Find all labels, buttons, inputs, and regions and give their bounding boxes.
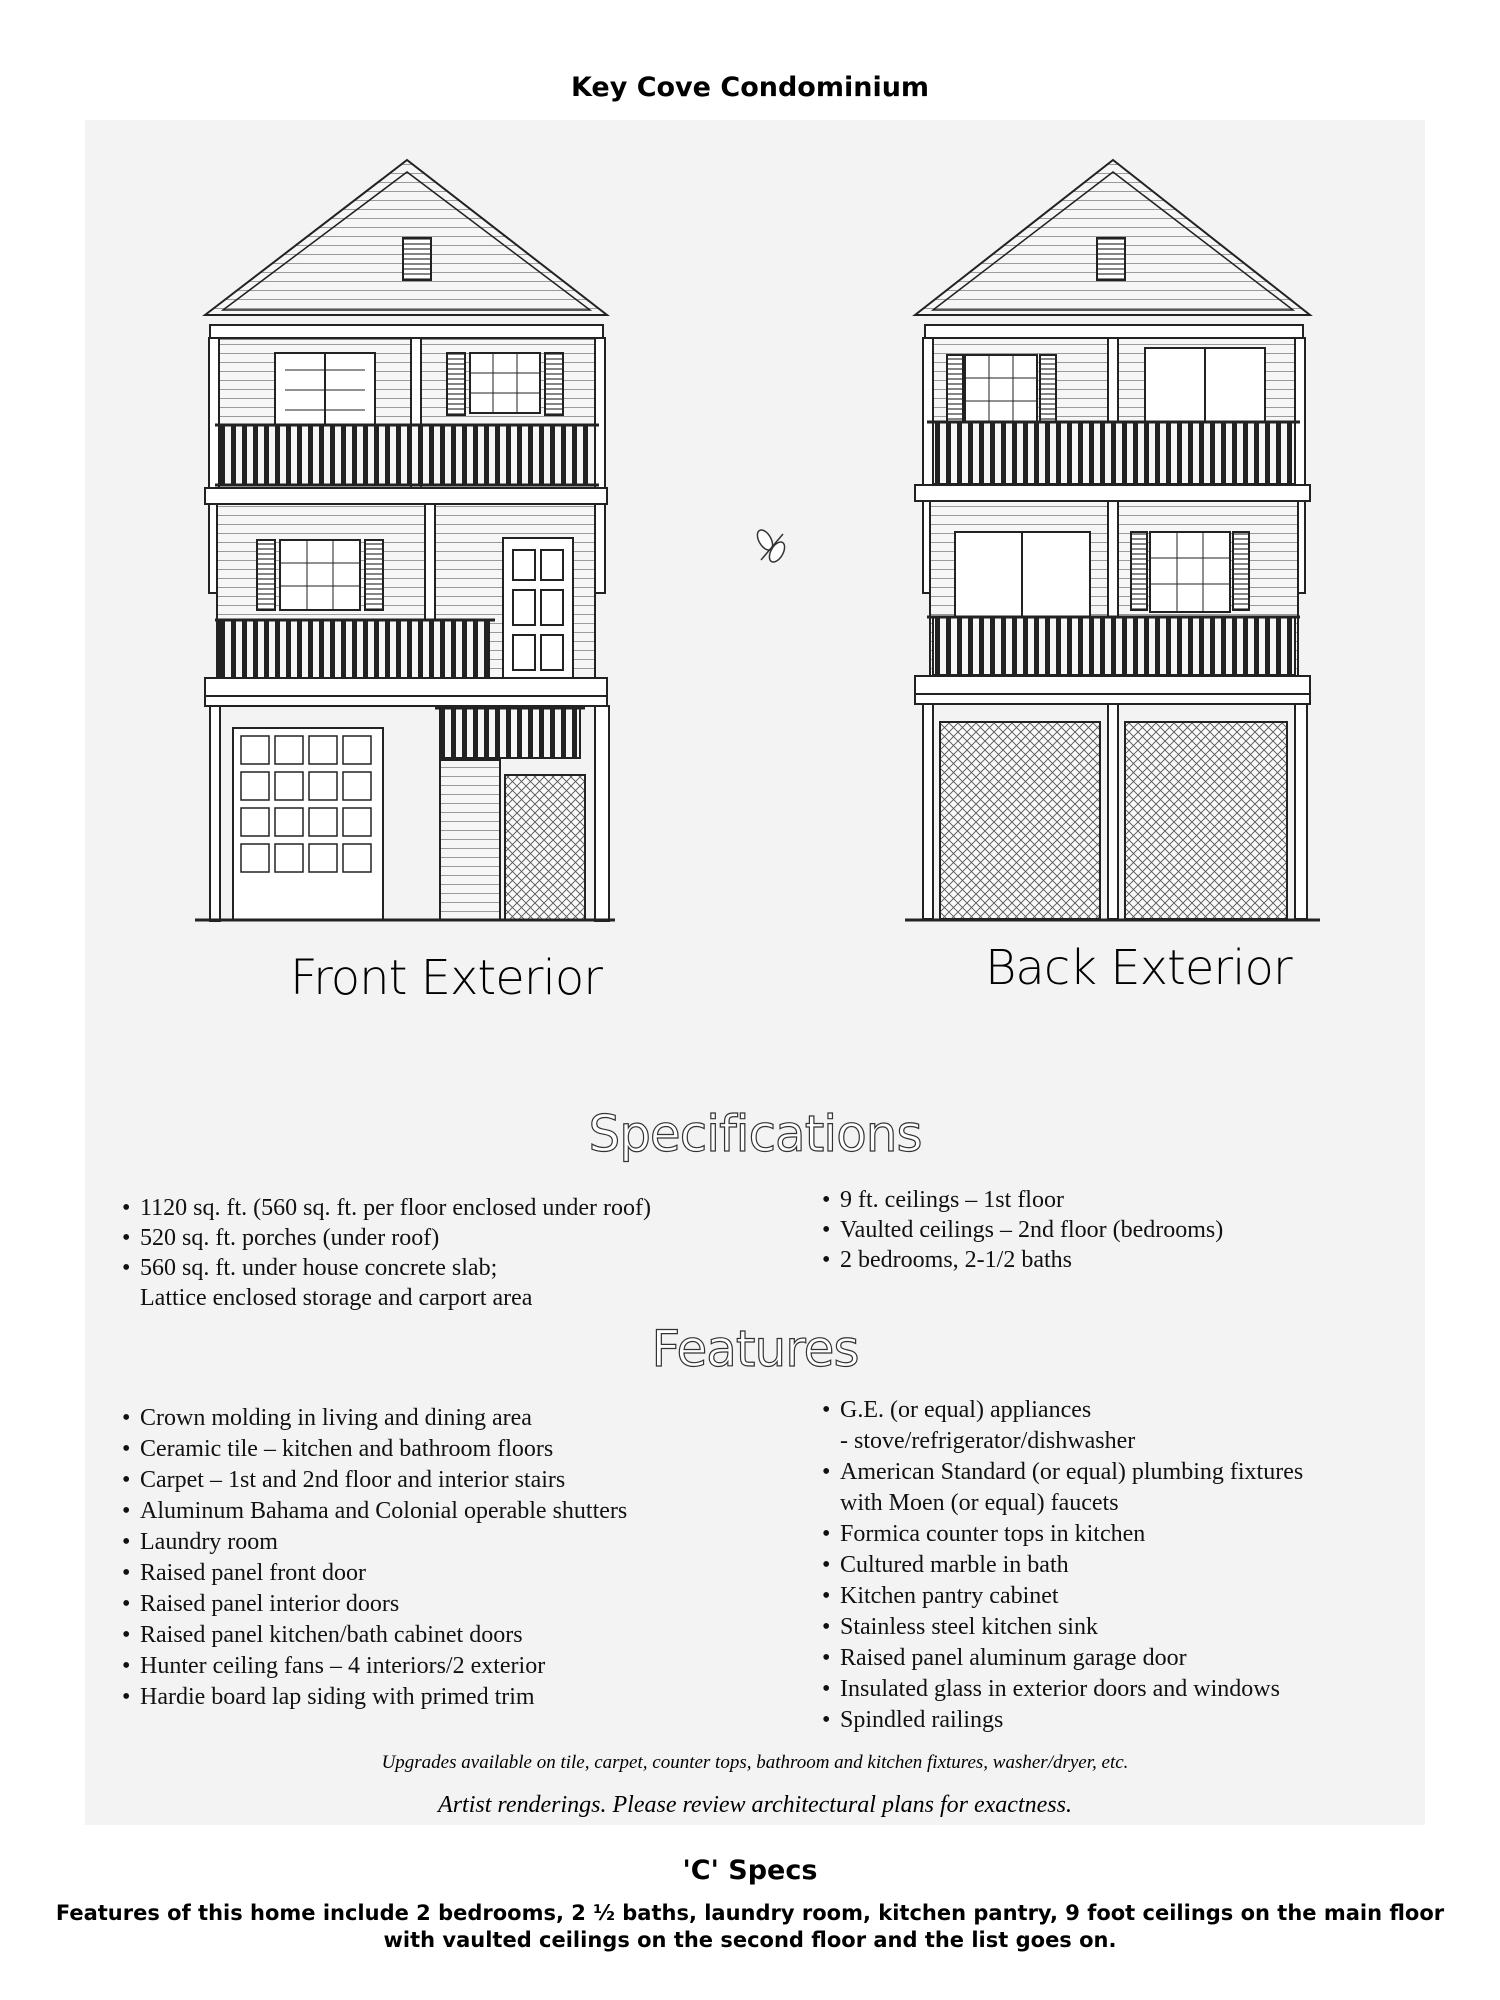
- features-heading: Features: [651, 1320, 859, 1378]
- list-item: • Kitchen pantry cabinet: [820, 1581, 1400, 1612]
- front-exterior-label: Front Exterior: [290, 950, 602, 1006]
- list-item: • Raised panel front door: [120, 1558, 760, 1589]
- specifications-heading: Specifications: [588, 1105, 922, 1163]
- list-item: • Raised panel kitchen/bath cabinet doors: [120, 1620, 760, 1651]
- list-item: • 520 sq. ft. porches (under roof): [120, 1223, 820, 1253]
- list-item: • Aluminum Bahama and Colonial operable shutters: [120, 1496, 760, 1527]
- list-item: • Vaulted ceilings – 2nd floor (bedrooms): [820, 1215, 1380, 1245]
- list-item: with Moen (or equal) faucets: [840, 1490, 1119, 1516]
- list-item: • Hardie board lap siding with primed trim: [120, 1682, 760, 1713]
- features-list-left: [120, 1403, 760, 1713]
- specs-subtitle: 'C' Specs: [682, 1855, 818, 1886]
- list-item: • Insulated glass in exterior doors and windows: [820, 1674, 1400, 1705]
- specifications-list-right: [820, 1185, 1380, 1275]
- features-list-right: [820, 1395, 1400, 1736]
- front-exterior-drawing: [195, 160, 615, 921]
- specifications-list-left: [120, 1193, 820, 1313]
- list-item: Lattice enclosed storage and carport area: [140, 1285, 533, 1311]
- upgrades-note: Upgrades available on tile, carpet, counter tops, bathroom and kitchen fixtures, washer/dryer, etc.: [381, 1752, 1129, 1773]
- list-item: • 1120 sq. ft. (560 sq. ft. per floor enclosed under roof): [120, 1193, 820, 1223]
- page-title: Key Cove Condominium: [570, 72, 930, 103]
- list-item: • Spindled railings: [820, 1705, 1400, 1736]
- renderings-note: Artist renderings. Please review architectural plans for exactness.: [438, 1792, 1072, 1818]
- list-item: • Raised panel aluminum garage door: [820, 1643, 1400, 1674]
- list-item: • Raised panel interior doors: [120, 1589, 760, 1620]
- brochure-scan: [85, 120, 1425, 1825]
- list-item: • American Standard (or equal) plumbing fixtures: [820, 1457, 1400, 1488]
- leaf-ornament: [754, 527, 787, 564]
- list-item: - stove/refrigerator/dishwasher: [840, 1428, 1136, 1454]
- list-item: • Hunter ceiling fans – 4 interiors/2 exterior: [120, 1651, 760, 1682]
- list-item: • Formica counter tops in kitchen: [820, 1519, 1400, 1550]
- list-item: • Stainless steel kitchen sink: [820, 1612, 1400, 1643]
- list-item: • 2 bedrooms, 2-1/2 baths: [820, 1245, 1380, 1275]
- list-item: • G.E. (or equal) appliances: [820, 1395, 1400, 1426]
- list-item: • Carpet – 1st and 2nd floor and interior stairs: [120, 1465, 760, 1496]
- list-item: • 9 ft. ceilings – 1st floor: [820, 1185, 1380, 1215]
- list-item: • Cultured marble in bath: [820, 1550, 1400, 1581]
- back-exterior-label: Back Exterior: [985, 940, 1292, 996]
- caption-text: Features of this home include 2 bedrooms, 2 ½ baths, laundry room, kitchen pantry, 9 foot ceilings on the main floor with vaulted ceilings on the second floor and the list goes on.: [55, 1901, 1445, 1952]
- list-item: • 560 sq. ft. under house concrete slab;: [120, 1253, 820, 1283]
- list-item: • Ceramic tile – kitchen and bathroom floors: [120, 1434, 760, 1465]
- back-exterior-drawing: [905, 160, 1320, 920]
- list-item: • Crown molding in living and dining area: [120, 1403, 760, 1434]
- list-item: • Laundry room: [120, 1527, 760, 1558]
